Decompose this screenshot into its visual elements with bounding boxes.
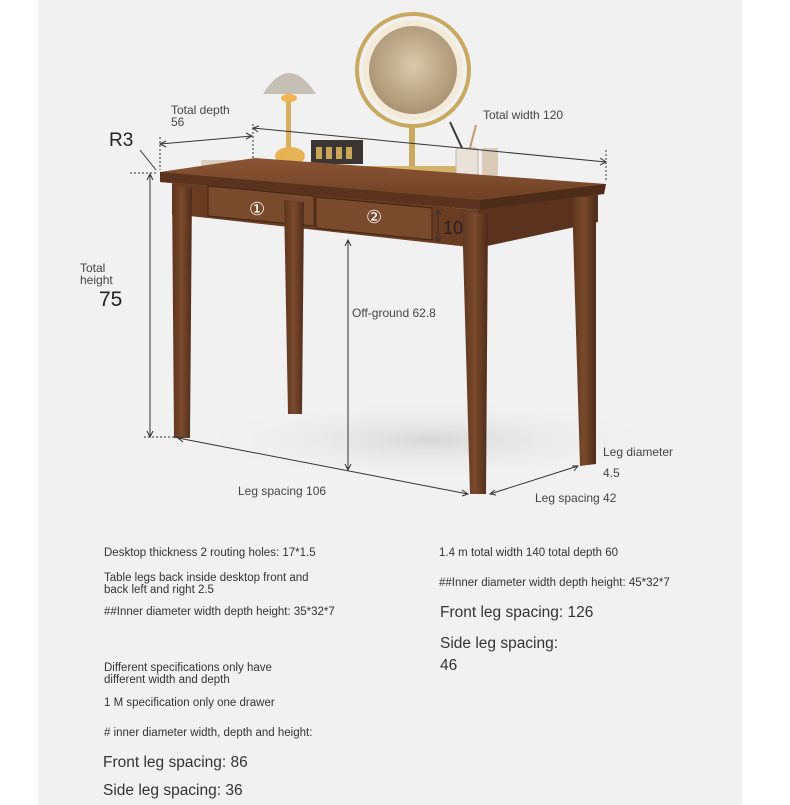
floor-shadow <box>190 400 670 480</box>
drawer-2-marker: ② <box>366 207 383 227</box>
off-ground-label: Off-ground 62.8 <box>352 306 436 320</box>
spec-1-4m-size: 1.4 m total width 140 total depth 60 <box>439 547 619 559</box>
radius-label: R3 <box>109 130 134 151</box>
spec-different-spec-a: Different specifications only have <box>104 662 272 674</box>
leg-diameter-value: 4.5 <box>603 466 620 480</box>
spec-inner-dim-2: # inner diameter width, depth and height: <box>104 727 313 739</box>
round-mirror <box>357 14 469 176</box>
spec-different-spec-b: different width and depth <box>104 674 230 686</box>
spec-side-leg-46: 46 <box>440 657 458 674</box>
total-height-label-1: Total <box>80 261 106 275</box>
spec-side-leg-36: Side leg spacing: 36 <box>103 782 243 799</box>
spec-legs-inset-b: back left and right 2.5 <box>104 584 214 596</box>
total-depth-label: Total depth <box>171 103 230 117</box>
spec-inner-dim-1: ##Inner diameter width depth height: 35*32*7 <box>104 606 335 618</box>
leg-spacing-side-label: Leg spacing 42 <box>535 491 617 505</box>
mushroom-lamp <box>263 73 316 165</box>
leg-diameter-label: Leg diameter <box>603 445 674 459</box>
total-height-value: 75 <box>99 288 123 311</box>
drawer-height-value: 10 <box>443 218 464 238</box>
total-depth-value: 56 <box>171 115 185 129</box>
spec-desktop-thickness: Desktop thickness 2 routing holes: 17*1.5 <box>104 547 316 559</box>
lipstick-set <box>311 140 363 164</box>
leg-spacing-front-label: Leg spacing 106 <box>238 484 327 498</box>
spec-side-leg-label: Side leg spacing: <box>440 635 559 652</box>
spec-front-leg-126: Front leg spacing: 126 <box>440 604 594 621</box>
drawer-1-marker: ① <box>249 199 266 219</box>
total-width-label: Total width 120 <box>483 108 564 122</box>
spec-one-drawer: 1 M specification only one drawer <box>104 697 275 709</box>
total-height-label-2: height <box>80 273 113 287</box>
spec-front-leg-86: Front leg spacing: 86 <box>103 754 248 771</box>
spec-legs-inset-a: Table legs back inside desktop front and <box>104 572 309 584</box>
spec-inner-dim-3: ##Inner diameter width depth height: 45*32*7 <box>439 577 670 589</box>
